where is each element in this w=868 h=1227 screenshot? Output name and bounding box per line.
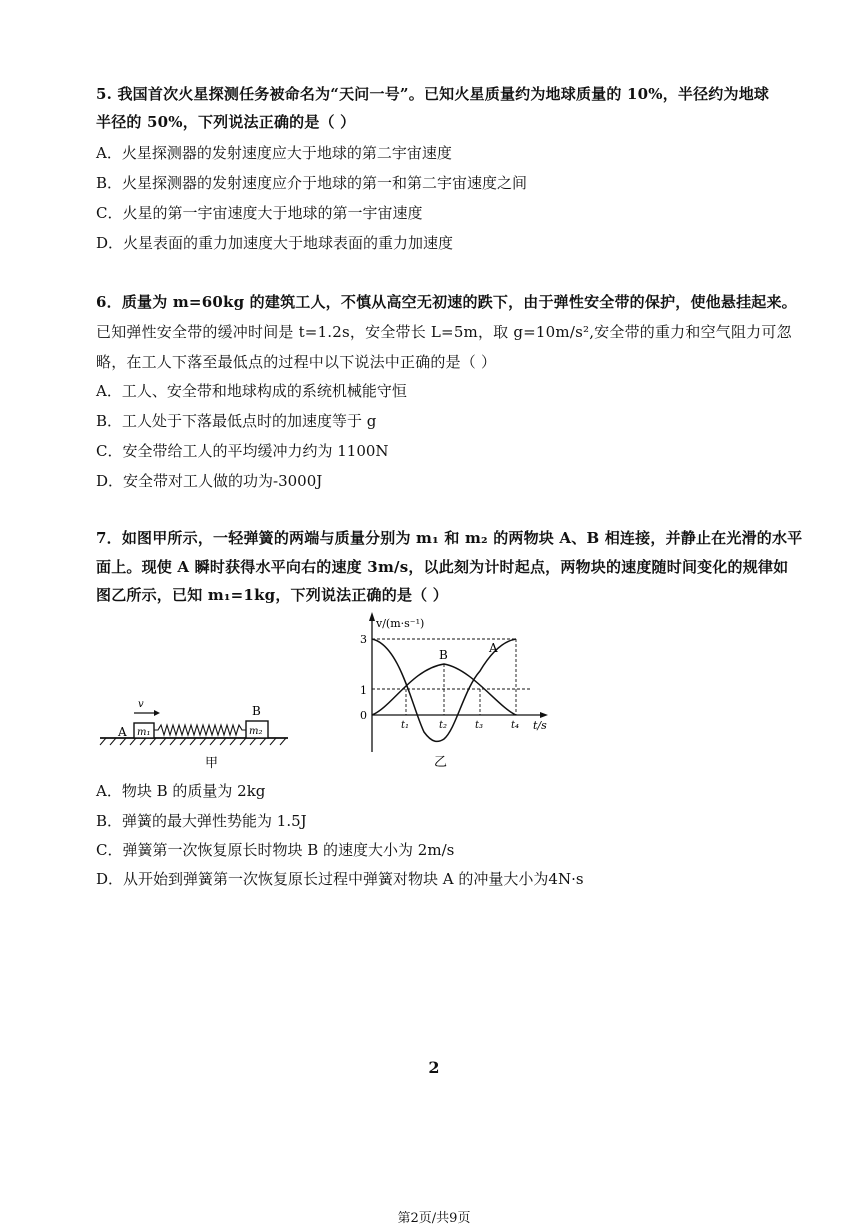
block-b-mass: m₂	[249, 726, 263, 737]
ground-hatching	[100, 738, 286, 745]
page-footer: 第2页/共9页	[397, 1211, 471, 1226]
q6-option-d: D．安全带对工人做的功为-3000J	[96, 472, 323, 490]
q5-option-b: B．火星探测器的发射速度应介于地球的第一和第二宇宙速度之间	[96, 174, 528, 192]
x-tick-t2: t₂	[439, 720, 448, 731]
curve-a-label: A	[489, 641, 498, 655]
block-a-mass: m₁	[137, 727, 151, 738]
figure-jia	[98, 695, 293, 775]
x-tick-t4: t₄	[511, 720, 520, 731]
q6-option-c: C．安全带给工人的平均缓冲力约为 1100N	[96, 442, 389, 460]
curve-b-label: B	[439, 648, 448, 662]
q7-stem-line1: 7．如图甲所示，一轻弹簧的两端与质量分别为 m₁ 和 m₂ 的两物块 A、B 相连接，并静止在光滑的水平	[96, 529, 803, 547]
x-tick-t3: t₃	[475, 720, 484, 731]
velocity-label: v	[138, 699, 144, 710]
x-axis-label: t/s	[533, 719, 547, 732]
figure-yi	[352, 607, 557, 772]
q6-stem-line1: 6．质量为 m=60kg 的建筑工人，不慎从高空无初速的跌下，由于弹性安全带的保护，使他悬挂起来。	[96, 293, 797, 311]
y-tick-3: 3	[360, 633, 367, 646]
label-a: A	[118, 725, 127, 739]
q5-option-d: D．火星表面的重力加速度大于地球表面的重力加速度	[96, 234, 454, 252]
caption-jia: 甲	[205, 756, 219, 771]
q6-option-a: A．工人、安全带和地球构成的系统机械能守恒	[96, 382, 407, 400]
q7-stem-line3: 图乙所示，已知 m₁=1kg，下列说法正确的是（ ）	[96, 586, 448, 604]
q7-stem-line2: 面上。现使 A 瞬时获得水平向右的速度 3m/s，以此刻为计时起点，两物块的速度随时间变化的规律如	[96, 558, 789, 576]
y-axis-label: v/(m·s⁻¹)	[376, 617, 425, 630]
q7-option-c: C．弹簧第一次恢复原长时物块 B 的速度大小为 2m/s	[96, 841, 455, 859]
q7-option-b: B．弹簧的最大弹性势能为 1.5J	[96, 812, 307, 830]
caption-yi: 乙	[434, 755, 448, 770]
q6-option-b: B．工人处于下落最低点时的加速度等于 g	[96, 412, 377, 430]
q5-option-a: A．火星探测器的发射速度应大于地球的第二宇宙速度	[96, 144, 452, 162]
q7-option-d: D．从开始到弹簧第一次恢复原长过程中弹簧对物块 A 的冲量大小为4N·s	[96, 870, 584, 888]
x-tick-t1: t₁	[401, 720, 410, 731]
y-tick-1: 1	[360, 684, 367, 697]
q5-stem-line1: 5. 我国首次火星探测任务被命名为“天问一号”。已知火星质量约为地球质量的 10%，半径约为地球	[96, 85, 770, 103]
q6-stem-line2: 已知弹性安全带的缓冲时间是 t=1.2s，安全带长 L=5m，取 g=10m/s²,安全带的重力和空气阻力可忽	[96, 323, 792, 341]
q5-stem-line2: 半径的 50%，下列说法正确的是（ ）	[96, 113, 356, 131]
page-number: 2	[428, 1058, 440, 1077]
spring	[154, 725, 246, 735]
label-b: B	[252, 704, 261, 718]
q5-option-c: C．火星的第一宇宙速度大于地球的第一宇宙速度	[96, 204, 423, 222]
q6-stem-line3: 略，在工人下落至最低点的过程中以下说法中正确的是（ ）	[96, 353, 497, 371]
q7-option-a: A．物块 B 的质量为 2kg	[96, 782, 266, 800]
y-tick-0: 0	[360, 709, 367, 722]
